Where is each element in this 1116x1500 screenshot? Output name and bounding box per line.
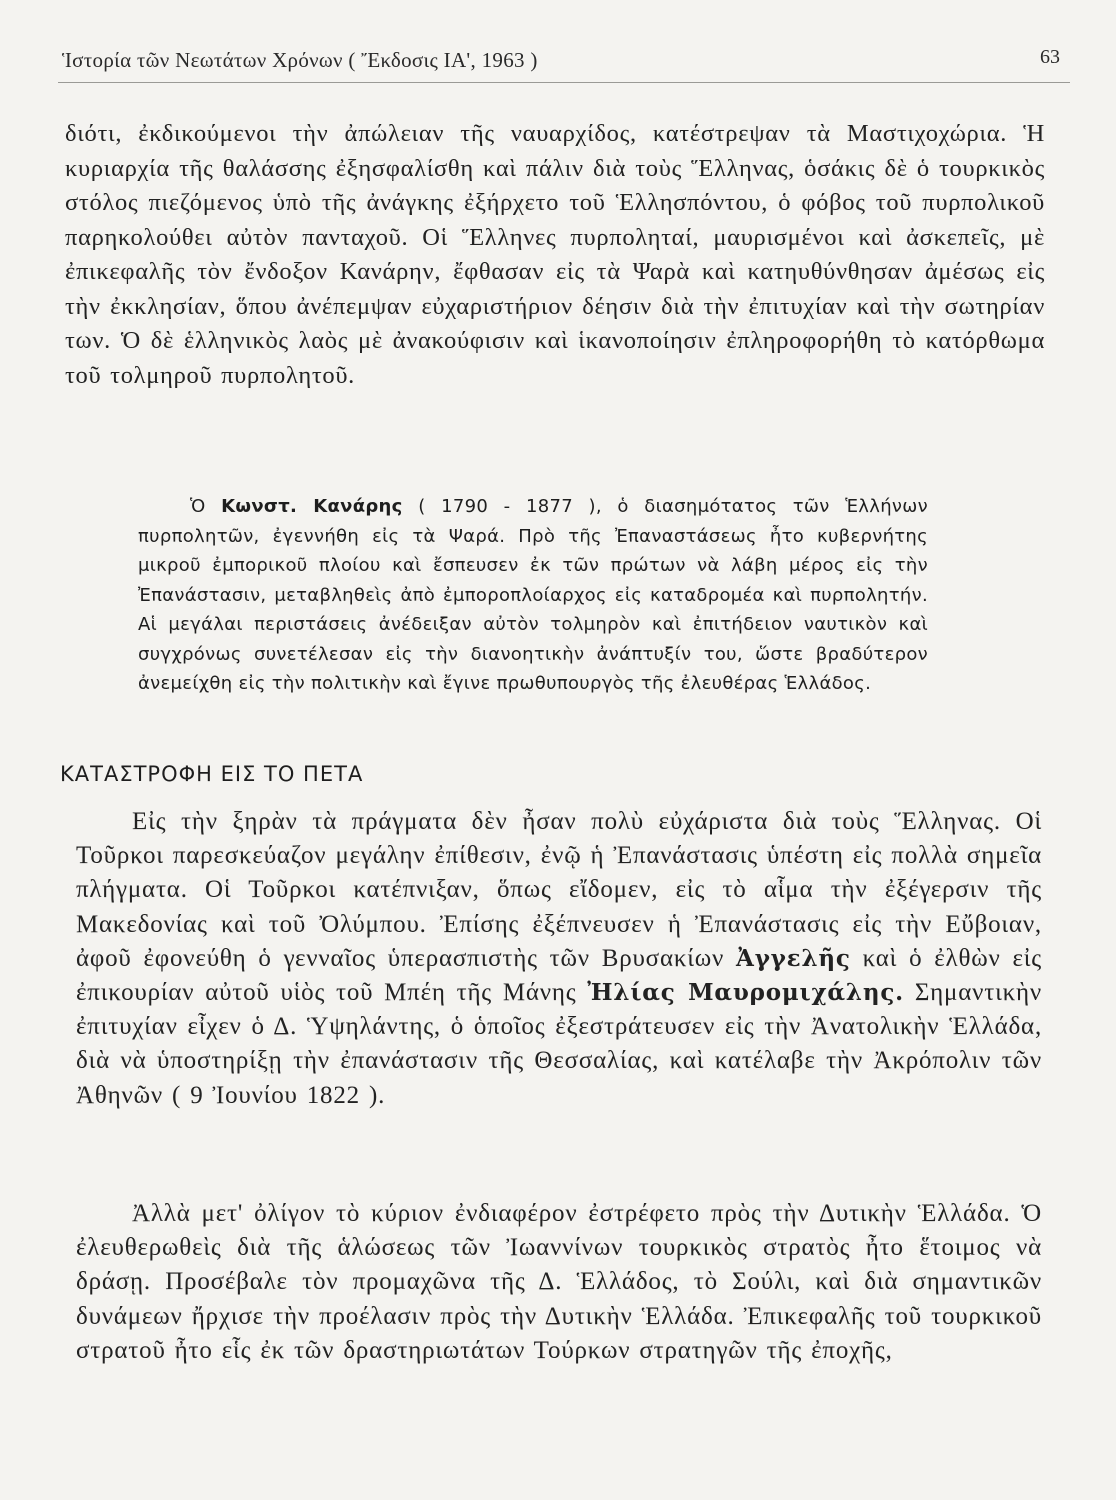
note-name: Κωνστ. Κανάρης — [221, 496, 403, 517]
paragraph-1-part-2: καὶ ὁ ἐλθὼν εἰς ἐπικουρίαν αὐτοῦ υἱὸς τοῦ Μπέη τῆς Μάνης — [76, 944, 1042, 1007]
note-text: ( 1790 - 1877 ), ὁ διασημότατος τῶν Ἑλλήνων πυρπολητῶν, ἐγεννήθη εἰς τὰ Ψαρά. Πρὸ τῆς Ἐπαναστάσεως ἦτο κυβερνήτης μικροῦ ἐμπορικοῦ πλοίου καὶ ἔσπευσεν ἐκ τῶν πρώτων νὰ λάβη μέρος εἰς τὴν Ἐπανάστασιν, μεταβληθεὶς ἀπὸ ἐμποροπλοίαρχος εἰς καταδρομέα καὶ πυρπολητήν. Αἱ μεγάλαι περιστάσεις ἀνέδειξαν αὐτὸν τολμηρὸν καὶ ἐπιτήδειον ναυτικὸν καὶ συγχρόνως συνετέλεσαν εἰς τὴν διανοητικὴν ἀνάπτυξίν του, ὥστε βραδύτερον ἀνεμείχθη εἰς τὴν πολιτικὴν καὶ ἔγινε πρωθυπουργὸς τῆς ἐλευθέρας Ἑλλάδος. — [138, 496, 928, 694]
name-ilias-mavromichalis: Ἠλίας Μαυρομιχάλης. — [587, 979, 904, 1007]
paragraph-1-part-3: Σημαντικὴν ἐπιτυχίαν εἶχεν ὁ Δ. Ὑψηλάντης, ὁ ὁποῖος ἐξεστράτευσεν εἰς τὴν Ἀνατολικὴν Ἑλλάδα, διὰ νὰ ὑποστηρίξῃ τὴν ἐπανάστασιν τῆς Θεσσαλίας, καὶ κατέλαβε τὴν Ἀκρόπολιν τῶν Ἀθηνῶν ( 9 Ἰουνίου 1822 ). — [76, 979, 1042, 1109]
continued-paragraph: διότι, ἐκδικούμενοι τὴν ἀπώλειαν τῆς ναυαρχίδος, κατέστρεψαν τὰ Μαστιχοχώρια. Ἡ κυριαρχία τῆς θαλάσσης ἐξησφαλίσθη καὶ πάλιν διὰ τοὺς Ἕλληνας, ὁσάκις δὲ ὁ τουρκικὸς στόλος πιεζόμενος ὑπὸ τῆς ἀνάγκης ἐξήρχετο τοῦ Ἑλλησπόντου, ὁ φόβος τοῦ πυρπολικοῦ παρηκολούθει αὐτὸν πανταχοῦ. Οἱ Ἕλληνες πυρποληταί, μαυρισμένοι καὶ ἀσκεπεῖς, μὲ ἐπικεφαλῆς τὸν ἔνδοξον Κανάρην, ἔφθασαν εἰς τὰ Ψαρὰ καὶ κατηυθύνθησαν ἀμέσως εἰς τὴν ἐκκλησίαν, ὅπου ἀνέπεμψαν εὐχαριστήριον δέησιν διὰ τὴν ἐπιτυχίαν καὶ τὴν σωτηρίαν των. Ὁ δὲ ἑλληνικὸς λαὸς μὲ ἀνακούφισιν καὶ ἱκανοποίησιν ἐπληροφορήθη τὸ κατόρθωμα τοῦ τολμηροῦ πυρπολητοῦ. — [65, 120, 1045, 389]
paragraph-1-part-1: Εἰς τὴν ξηρὰν τὰ πράγματα δὲν ἦσαν πολὺ εὐχάριστα διὰ τοὺς Ἕλληνας. Οἱ Τοῦρκοι παρεσκεύαζον μεγάλην ἐπίθεσιν, ἐνῷ ἡ Ἐπανάστασις ὑπέστη εἰς πολλὰ σημεῖα πλήγματα. Οἱ Τοῦρκοι κατέπνιξαν, ὅπως εἴδομεν, εἰς τὸ αἷμα τὴν ἐξέγερσιν τῆς Μακεδονίας καὶ τοῦ Ὀλύμπου. Ἐπίσης ἐξέπνευσεν ἡ Ἐπανάστασις εἰς τὴν Εὔβοιαν, ἀφοῦ ἐφονεύθη ὁ γενναῖος ὑπερασπιστὴς τῶν Βρυσακίων — [76, 808, 1042, 972]
page-header — [58, 42, 1070, 83]
note-lead: Ὁ — [190, 496, 206, 517]
paragraph-1 — [76, 805, 1042, 1113]
biographical-note — [138, 492, 928, 699]
section-heading: ΚΑΤΑΣΤΡΟΦΗ ΕΙΣ ΤΟ ΠΕΤΑ — [60, 762, 364, 786]
running-title: Ἱστορία τῶν Νεωτάτων Χρόνων ( Ἔκδοσις ΙΑ', 1963 ) — [62, 48, 538, 72]
page-number: 63 — [1040, 46, 1060, 68]
paragraph-2: Ἀλλὰ μετ' ὀλίγον τὸ κύριον ἐνδιαφέρον ἐστρέφετο πρὸς τὴν Δυτικὴν Ἑλλάδα. Ὁ ἐλευθερωθεὶς διὰ τῆς ἁλώσεως τῶν Ἰωαννίνων τουρκικὸς στρατὸς ἦτο ἕτοιμος νὰ δράσῃ. Προσέβαλε τὸν προμαχῶνα τῆς Δ. Ἑλλάδος, τὸ Σούλι, καὶ διὰ σημαντικῶν δυνάμεων ἤρχισε τὴν προέλασιν πρὸς τὴν Δυτικὴν Ἑλλάδα. Ἐπικεφαλῆς τοῦ τουρκικοῦ στρατοῦ ἦτο εἷς ἐκ τῶν δραστηριωτάτων Τούρκων στρατηγῶν τῆς ἐποχῆς, — [76, 1200, 1042, 1364]
name-angelis: Ἀγγελῆς — [736, 944, 851, 972]
